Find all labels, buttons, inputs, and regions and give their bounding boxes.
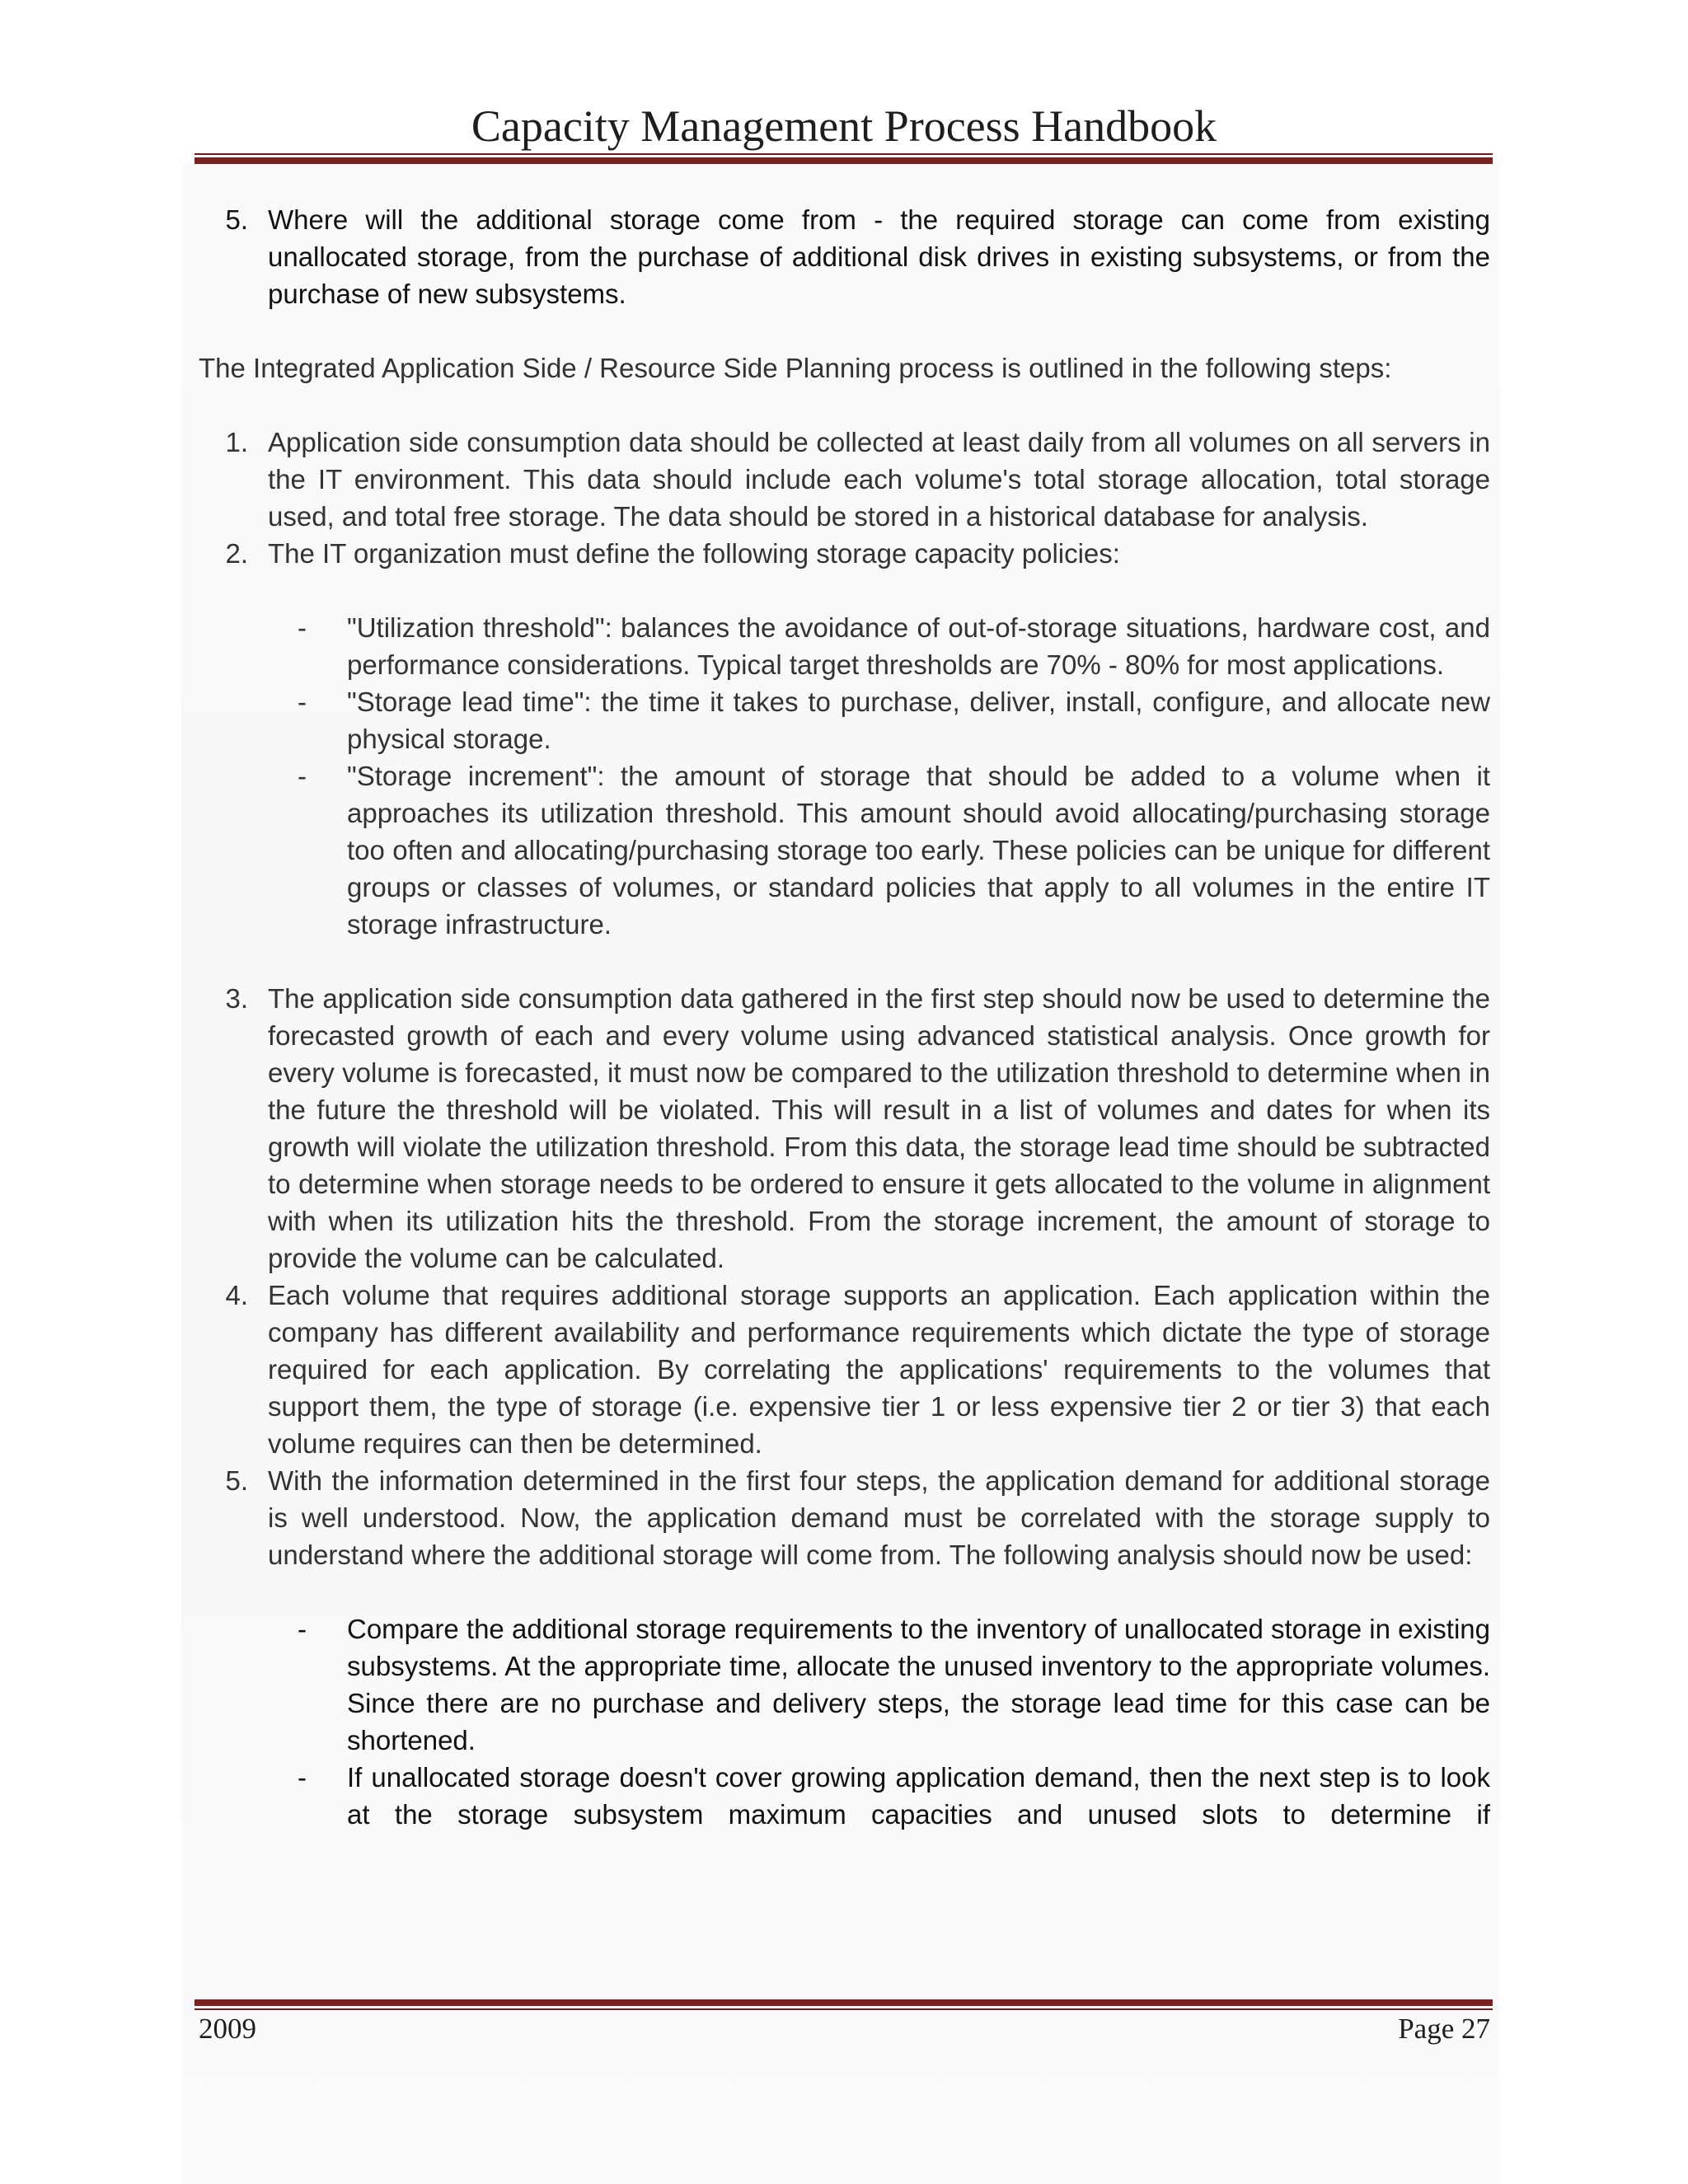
- step-item-2: [225, 535, 1490, 572]
- dash-bullet: -: [298, 761, 307, 791]
- analysis-list: [199, 1610, 1490, 1833]
- top-list: [199, 201, 1490, 312]
- page-header-title: Capacity Management Process Handbook: [471, 101, 1217, 151]
- footer-page-number: Page 27: [1398, 2013, 1490, 2045]
- footer-rule-thin: [195, 2008, 1493, 2010]
- dash-bullet: -: [298, 687, 307, 717]
- step-text: The IT organization must define the following storage capacity policies:: [268, 538, 1120, 569]
- intro-paragraph: The Integrated Application Side / Resource Side Planning process is outlined in the following steps:: [199, 353, 1392, 383]
- policies-list: [199, 609, 1490, 943]
- dash-bullet: -: [298, 1614, 307, 1644]
- dash-bullet: -: [298, 612, 307, 643]
- list-text: Where will the additional storage come from - the required storage can come from existing unallocated storage, from the purchase of additional disk drives in existing subsystems, or from the purchase of new subsystems.: [268, 204, 1490, 309]
- policy-text: "Storage lead time": the time it takes to purchase, deliver, install, configure, and allocate new physical storage.: [347, 687, 1490, 754]
- policy-item: [298, 683, 1490, 757]
- analysis-text: Compare the additional storage requirements to the inventory of unallocated storage in existing subsystems. At the appropriate time, allocate the unused inventory to the appropriate volumes. Since there are no purchase and delivery steps, the storage lead time for this case can be shortened.: [347, 1614, 1490, 1755]
- page-footer: [199, 2013, 1490, 2046]
- steps-list-continued: [199, 980, 1490, 1573]
- analysis-item: [298, 1759, 1490, 1833]
- step-text: Application side consumption data should be collected at least daily from all volumes on all servers in the IT environment. This data should include each volume's total storage allocation, total storage used, and total free storage. The data should be stored in a historical database for analysis.: [268, 427, 1490, 532]
- step-text: Each volume that requires additional storage supports an application. Each application within the company has different availability and performance requirements which dictate the type of storage required for each application. By correlating the applications' requirements to the volumes that support them, the type of storage (i.e. expensive tier 1 or less expensive tier 2 or tier 3) that each volume requires can then be determined.: [268, 1280, 1490, 1459]
- analysis-text: If unallocated storage doesn't cover growing application demand, then the next step is to look at the storage subsystem maximum capacities and unused slots to determine if: [347, 1762, 1490, 1830]
- step-item-3: [225, 980, 1490, 1277]
- step-number: 5.: [225, 1465, 248, 1496]
- policy-item: [298, 609, 1490, 683]
- step-item-1: [225, 424, 1490, 535]
- step-number: 3.: [225, 983, 248, 1014]
- step-text: The application side consumption data gathered in the first step should now be used to determine the forecasted growth of each and every volume using advanced statistical analysis. Once growth for every volume is forecasted, it must now be compared to the utilization threshold to determine when in the future the threshold will be violated. This will result in a list of volumes and dates for when its growth will violate the utilization threshold. From this data, the storage lead time should be subtracted to determine when storage needs to be ordered to ensure it gets allocated to the volume in alignment with when its utilization hits the threshold. From the storage increment, the amount of storage to provide the volume can be calculated.: [268, 983, 1490, 1273]
- step-number: 1.: [225, 427, 248, 457]
- list-item: [225, 201, 1490, 312]
- policy-text: "Utilization threshold": balances the avoidance of out-of-storage situations, hardware cost, and performance considerations. Typical target thresholds are 70% - 80% for most applications.: [347, 612, 1490, 680]
- footer-rule-thick: [195, 1999, 1493, 2006]
- footer-year: 2009: [199, 2013, 256, 2045]
- page-body: [199, 201, 1490, 1833]
- header-rule-thin: [195, 153, 1493, 155]
- policy-item: [298, 757, 1490, 943]
- step-text: With the information determined in the first four steps, the application demand for additional storage is well understood. Now, the application demand must be correlated with the storage supply to understand where the additional storage will come from. The following analysis should now be used:: [268, 1465, 1490, 1570]
- dash-bullet: -: [298, 1762, 307, 1793]
- steps-list: [199, 424, 1490, 572]
- step-number: 2.: [225, 538, 248, 569]
- analysis-item: [298, 1610, 1490, 1759]
- step-item-4: [225, 1277, 1490, 1462]
- step-item-5: [225, 1462, 1490, 1573]
- policy-text: "Storage increment": the amount of storage that should be added to a volume when it approaches its utilization threshold. This amount should avoid allocating/purchasing storage too often and allocating/purchasing storage too early. These policies can be unique for different groups or classes of volumes, or standard policies that apply to all volumes in the entire IT storage infrastructure.: [347, 761, 1490, 940]
- list-number: 5.: [225, 204, 248, 235]
- step-number: 4.: [225, 1280, 248, 1310]
- header-rule-thick: [195, 157, 1493, 164]
